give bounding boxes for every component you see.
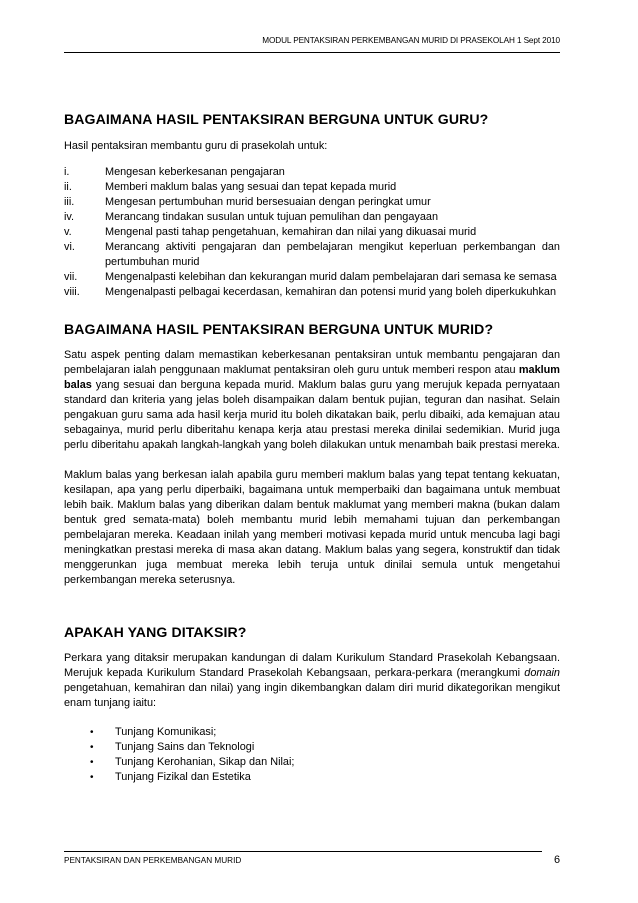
paragraph-maklum-balas-berkesan: Maklum balas yang berkesan ialah apabila guru memberi maklum balas yang tepat tentang kekuatan, kesilapan, apa yang perlu diperbaiki, bagaimana untuk memperbaiki dan bagaimana untuk membuat lebih baik. Maklum balas yang diberikan dalam bentuk maklumat yang memberi makna (bukan dalam bentuk gred semata-mata) boleh membantu murid lebih memahami tujuan dan perkembangan pembelajaran mereka. Keadaan inilah yang memberi motivasi kepada murid untuk mencuba lagi bagi meningkatkan prestasi mereka di masa akan datang. Maklum balas yang segera, konstruktif dan tidak menggerunkan juga membuat mereka lebih teruja untuk dinilai semula untuk mengetahui perkembangan mereka seterusnya.	[64, 469, 560, 586]
section-heading-murid: BAGAIMANA HASIL PENTAKSIRAN BERGUNA UNTUK MURID?	[64, 321, 494, 337]
list-number: vi.	[64, 241, 75, 253]
list-item	[64, 210, 560, 225]
list-number: v.	[64, 226, 72, 238]
list-text: Tunjang Sains dan Teknologi	[115, 741, 255, 753]
header-rule	[64, 52, 560, 53]
list-text: Mengenalpasti pelbagai kecerdasan, kemahiran dan potensi murid yang boleh diperkukuhkan	[105, 286, 557, 298]
list-item	[64, 225, 560, 240]
list-item	[64, 165, 560, 180]
page-body	[64, 110, 560, 785]
paragraph-text: pengetahuan, kemahiran dan nilai) yang ingin dikembangkan dalam diri murid dikategorikan mengikut enam tunjang iaitu:	[64, 682, 560, 709]
list-text: Merancang aktiviti pengajaran dan pembelajaran mengikut keperluan perkembangan dan pertumbuhan murid	[105, 241, 560, 268]
bullet-icon: •	[90, 757, 94, 768]
list-text: Mengenalpasti kelebihan dan kekurangan murid dalam pembelajaran dari semasa ke semasa	[105, 271, 557, 283]
list-number: ii.	[64, 181, 72, 193]
list-item	[64, 270, 560, 285]
bullet-icon: •	[90, 727, 94, 738]
list-text: Mengenal pasti tahap pengetahuan, kemahiran dan nilai yang dikuasai murid	[105, 226, 477, 238]
list-number: iii.	[64, 196, 75, 208]
list-text: Tunjang Fizikal dan Estetika	[115, 771, 251, 783]
paragraph-text: Satu aspek penting dalam memastikan keberkesanan pentaksiran untuk membantu pengajaran dan pembelajaran ialah penggunaan maklumat pentaksiran oleh guru untuk memberi respon atau	[64, 349, 560, 376]
list-item	[64, 740, 560, 755]
list-item	[64, 770, 560, 785]
paragraph-perkara-ditaksir	[64, 651, 560, 711]
list-number: i.	[64, 166, 70, 178]
list-text: Mengesan pertumbuhan murid bersesuaian dengan peringkat umur	[105, 196, 431, 208]
list-text: Tunjang Komunikasi;	[115, 726, 217, 738]
list-item	[64, 755, 560, 770]
section-heading-ditaksir: APAKAH YANG DITAKSIR?	[64, 624, 247, 640]
paragraph-text: yang sesuai dan berguna kepada murid. Maklum balas guru yang merujuk kepada pernyataan standard dan kriteria yang jelas boleh disampaikan dalam bentuk pujian, teguran dan nasihat. Selain pengakuan guru sama ada hasil kerja murid itu boleh dikatakan baik, perlu dibaiki, ada kemajuan atau sebagainya, murid perlu diberitahu kenapa kerja atau prestasi mereka dinilai sedemikian. Murid juga perlu diberitahu apakah langkah-langkah yang boleh dilakukan untuk menambah baik prestasi mereka.	[64, 379, 560, 451]
list-item	[64, 180, 560, 195]
list-item	[64, 195, 560, 210]
paragraph-maklum-balas	[64, 348, 560, 453]
section-heading-guru: BAGAIMANA HASIL PENTAKSIRAN BERGUNA UNTUK GURU?	[64, 111, 489, 127]
emphasis-maklum-balas: maklum balas	[64, 364, 560, 391]
list-text: Memberi maklum balas yang sesuai dan tepat kepada murid	[105, 181, 397, 193]
footer-title: PENTAKSIRAN DAN PERKEMBANGAN MURID	[64, 856, 242, 865]
list-number: viii.	[64, 286, 80, 298]
running-header: MODUL PENTAKSIRAN PERKEMBANGAN MURID DI PRASEKOLAH 1 Sept 2010	[262, 36, 560, 45]
list-number: vii.	[64, 271, 78, 283]
tunjang-list	[64, 725, 560, 785]
page-number: 6	[553, 854, 560, 866]
page-footer	[64, 856, 560, 866]
list-item	[64, 285, 560, 300]
list-text: Mengesan keberkesanan pengajaran	[105, 166, 285, 178]
list-text: Tunjang Kerohanian, Sikap dan Nilai;	[115, 756, 295, 768]
list-item	[64, 725, 560, 740]
paragraph-text: Perkara yang ditaksir merupakan kandungan di dalam Kurikulum Standard Prasekolah Kebangsaan. Merujuk kepada Kurikulum Standard Prasekolah Kebangsaan, perkara-perkara (merangkumi	[64, 652, 560, 679]
section-intro: Hasil pentaksiran membantu guru di prasekolah untuk:	[64, 140, 328, 152]
list-number: iv.	[64, 211, 75, 223]
list-text: Merancang tindakan susulan untuk tujuan pemulihan dan pengayaan	[105, 211, 439, 223]
bullet-icon: •	[90, 772, 94, 783]
emphasis-domain: domain	[524, 667, 560, 679]
bullet-icon: •	[90, 742, 94, 753]
benefit-list-guru	[64, 165, 560, 300]
list-item	[64, 240, 560, 270]
footer-rule	[64, 851, 542, 852]
